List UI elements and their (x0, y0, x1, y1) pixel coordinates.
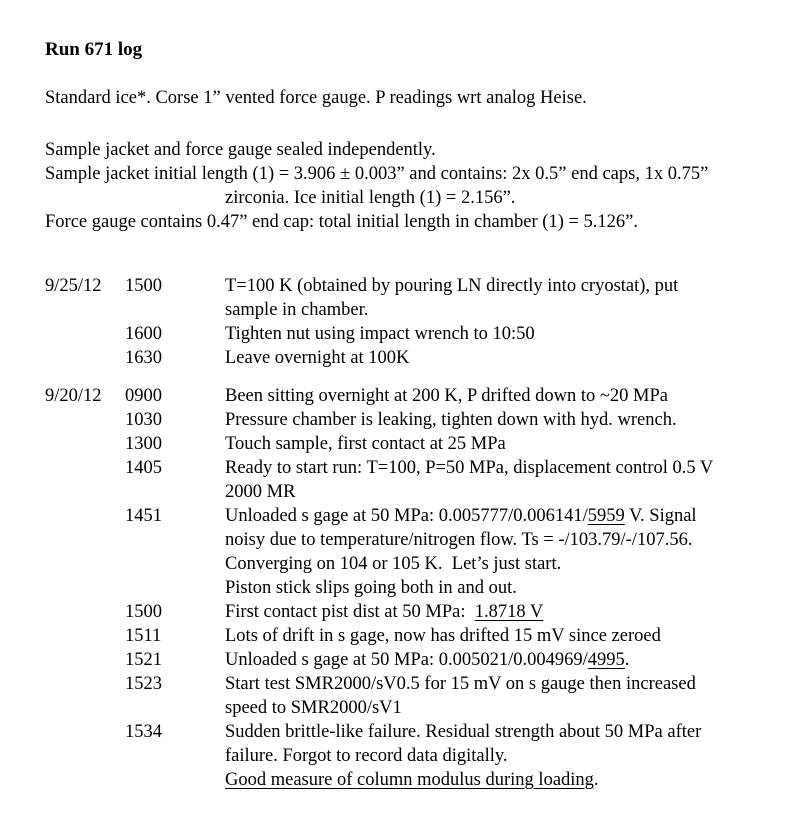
log-entry-description (225, 600, 763, 624)
log-entry (45, 408, 763, 432)
log-entry-time: 1451 (125, 506, 162, 526)
log-entry-description (225, 456, 763, 504)
text-segment: Sudden brittle-like failure. Residual strength about 50 MPa after (225, 722, 702, 742)
text-segment: Sample jacket initial length (1) = 3.906 ± 0.003” and contains: 2x 0.5” end caps, 1x 0.75” (45, 164, 709, 184)
log-entry-text-line (225, 648, 763, 672)
log-entry (45, 720, 763, 792)
log-entry-time: 0900 (125, 386, 162, 406)
log-entry (45, 384, 763, 408)
log-entry (45, 346, 763, 370)
log-entry-text-line (225, 480, 763, 504)
log-entry-description (225, 672, 763, 720)
log-entry-text-line (225, 408, 763, 432)
log-entry-text-line (225, 552, 763, 576)
log-entry-description (225, 432, 763, 456)
log-entry-time: 1300 (125, 434, 162, 454)
text-segment: . (624, 650, 630, 670)
log-entry-text-line (225, 672, 763, 696)
setup-line (45, 162, 763, 186)
log-entry-time: 1523 (125, 674, 162, 694)
log-entry (45, 648, 763, 672)
log-entry-description (225, 346, 763, 370)
log-entry-text-line (225, 744, 763, 768)
underlined-text: 1.8718 V (474, 602, 544, 622)
log-entry-time: 1511 (125, 626, 162, 646)
text-segment: Sample jacket and force gauge sealed independently. (45, 140, 436, 160)
text-segment: Piston stick slips going both in and out. (225, 578, 517, 598)
text-segment: Pressure chamber is leaking, tighten down with hyd. wrench. (225, 410, 677, 430)
log-entry-description (225, 384, 763, 408)
log-entry-text-line (225, 322, 763, 346)
log-entry (45, 432, 763, 456)
text-segment: Force gauge contains 0.47” end cap: total initial length in chamber (1) = 5.126”. (45, 212, 639, 232)
text-segment: Touch sample, first contact at 25 MPa (225, 434, 506, 454)
text-segment: noisy due to temperature/nitrogen flow. Ts = -/103.79/-/107.56. (225, 530, 693, 550)
intro-paragraph: Standard ice*. Corse 1” vented force gauge. P readings wrt analog Heise. (45, 88, 587, 108)
log-entry-description (225, 648, 763, 672)
log-entry-description (225, 408, 763, 432)
log-entry-time: 1405 (125, 458, 162, 478)
text-segment: Converging on 104 or 105 K. Let’s just start. (225, 554, 562, 574)
text-segment: speed to SMR2000/sV1 (225, 698, 402, 718)
log-entry-text-line (225, 456, 763, 480)
text-segment: Lots of drift in s gage, now has drifted 15 mV since zeroed (225, 626, 661, 646)
log-entry-date: 9/20/12 (45, 386, 102, 406)
text-segment: T=100 K (obtained by pouring LN directly into cryostat), put (225, 276, 679, 296)
log-entry-date: 9/25/12 (45, 276, 102, 296)
log-entry-text-line (225, 432, 763, 456)
log-entry-text-line (225, 528, 763, 552)
log-entry-text-line (225, 274, 763, 298)
log-entry-time: 1500 (125, 276, 162, 296)
log-entry-time: 1521 (125, 650, 162, 670)
log-entry-text-line (225, 298, 763, 322)
log-entry-text-line (225, 720, 763, 744)
log-entry (45, 504, 763, 600)
log-entry (45, 322, 763, 346)
text-segment: Unloaded s gage at 50 MPa: 0.005021/0.004969/ (225, 650, 588, 670)
run-log-entries (45, 274, 763, 792)
log-entry-description (225, 274, 763, 322)
text-segment: failure. Forgot to record data digitally. (225, 746, 508, 766)
text-segment: 2000 MR (225, 482, 296, 502)
text-segment: Tighten nut using impact wrench to 10:50 (225, 324, 535, 344)
page-title: Run 671 log (45, 39, 143, 60)
log-entry-description (225, 624, 763, 648)
underlined-text: Good measure of column modulus during loading (225, 770, 594, 790)
log-entry-text-line (225, 576, 763, 600)
text-segment: Start test SMR2000/sV0.5 for 15 mV on s gauge then increased (225, 674, 696, 694)
log-entry-time: 1630 (125, 348, 162, 368)
log-entry-text-line (225, 346, 763, 370)
underlined-text: 4995 (587, 650, 625, 670)
text-segment: V. Signal (624, 506, 697, 526)
text-segment: zirconia. Ice initial length (1) = 2.156”. (225, 188, 516, 208)
log-entry (45, 274, 763, 322)
log-entry-time: 1500 (125, 602, 162, 622)
underlined-text: 5959 (587, 506, 625, 526)
log-entry-text-line (225, 384, 763, 408)
text-segment: . (593, 770, 599, 790)
log-entry (45, 600, 763, 624)
log-entry-description (225, 322, 763, 346)
log-entry-text-line (225, 600, 763, 624)
text-segment: Unloaded s gage at 50 MPa: 0.005777/0.006141/ (225, 506, 588, 526)
log-entry-time: 1534 (125, 722, 162, 742)
log-entry-description (225, 720, 763, 792)
log-entry (45, 456, 763, 504)
log-entry-description (225, 504, 763, 600)
log-entry-text-line (225, 624, 763, 648)
text-segment: Been sitting overnight at 200 K, P drifted down to ~20 MPa (225, 386, 669, 406)
text-segment: Leave overnight at 100K (225, 348, 410, 368)
text-segment: First contact pist dist at 50 MPa: (225, 602, 475, 622)
text-segment: Ready to start run: T=100, P=50 MPa, displacement control 0.5 V (225, 458, 714, 478)
setup-line (45, 138, 763, 162)
log-entry-text-line (225, 768, 763, 792)
setup-line (45, 186, 763, 210)
log-entry (45, 624, 763, 648)
text-segment: sample in chamber. (225, 300, 369, 320)
log-entry (45, 672, 763, 720)
log-entry-time: 1600 (125, 324, 162, 344)
log-entry-text-line (225, 504, 763, 528)
setup-notes (45, 138, 763, 234)
setup-line (45, 210, 763, 234)
log-entry-time: 1030 (125, 410, 162, 430)
log-entry-text-line (225, 696, 763, 720)
